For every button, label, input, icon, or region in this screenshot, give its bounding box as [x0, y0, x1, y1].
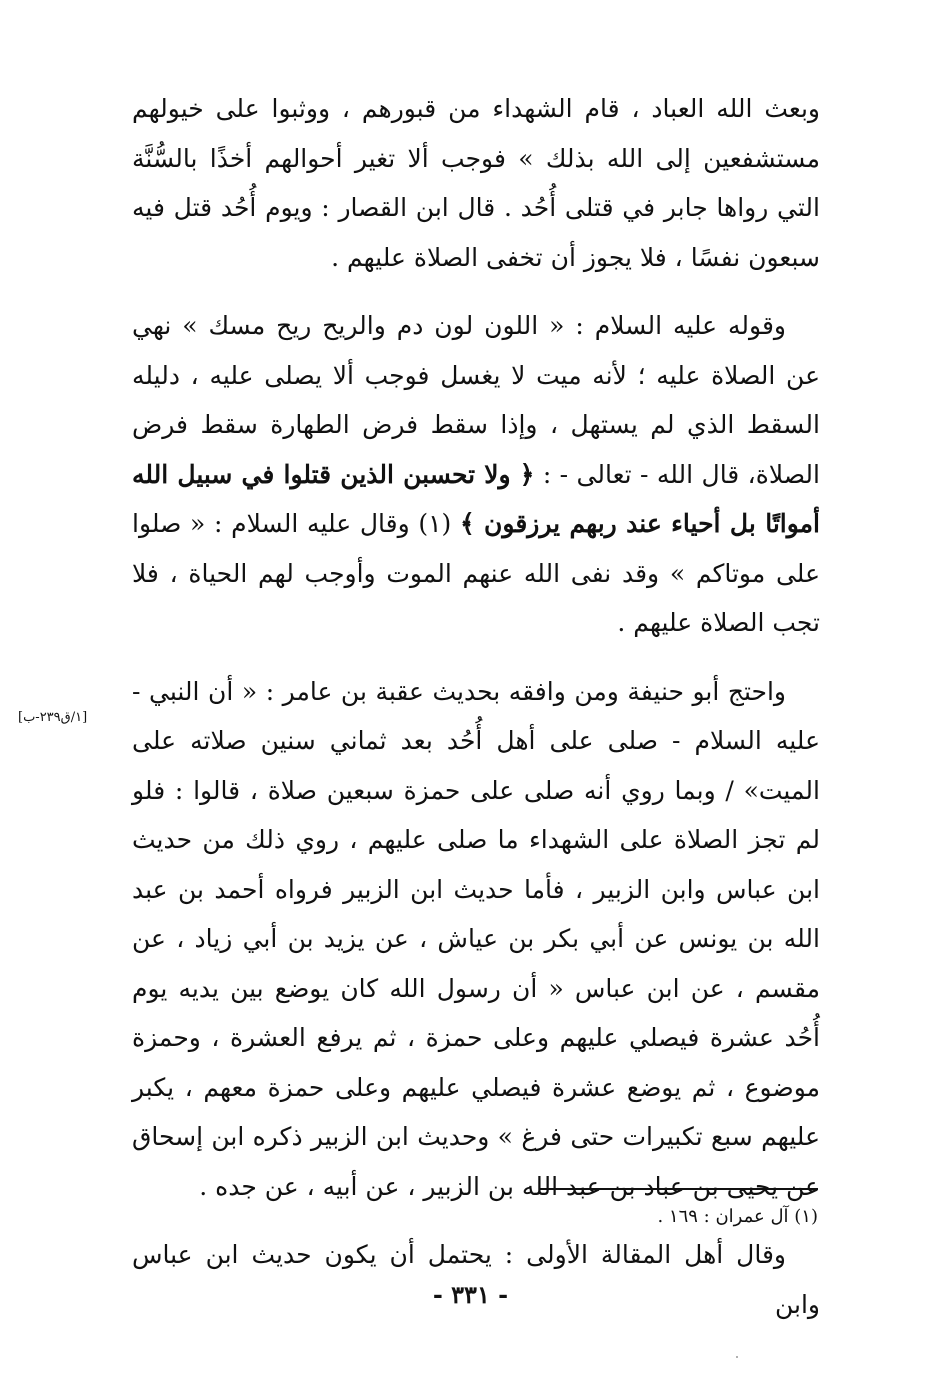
scan-speck: [736, 1356, 738, 1358]
manuscript-folio-note: [١/ق٢٣٩-ب]: [18, 710, 88, 725]
text-segment: وقوله عليه السلام : « اللون لون دم والريح ريح مسك » نهي عن الصلاة عليه ؛ لأنه ميت لا يغسل فوجب ألا يصلى عليه ، دليله السقط الذي لم يستهل ، وإذا سقط فرض الطهارة سقط فرض الصلاة، قال الله - تعالى - :: [132, 311, 820, 489]
page-number: - ٣٣١ -: [432, 1280, 509, 1309]
footnote: (١) آل عمران : ١٦٩ .: [657, 1206, 818, 1227]
text-segment: (١) وقال عليه السلام : « صلوا على موتاكم » وقد نفى الله عنهم الموت وأوجب لهم الحياة ، فلا تجب الصلاة عليهم .: [132, 509, 820, 637]
text-segment: وقال أهل المقالة الأولى : يحتمل أن يكون حديث ابن عباس وابن: [132, 1240, 820, 1319]
paragraph-2: [132, 301, 820, 648]
text-segment: واحتج أبو حنيفة ومن وافقه بحديث عقبة بن عامر : « أن النبي - عليه السلام - صلى على أهل أُحُد بعد ثماني سنين صلاته على الميت» / وبما روي أنه صلى على حمزة سبعين صلاة ، قالوا : فلو لم تجز الصلاة على الشهداء ما صلى عليهم ، روي ذلك من حديث ابن عباس وابن الزبير ، فأما حديث ابن الزبير فرواه أحمد بن عبد الله بن يونس عن أبي بكر بن عياش ، عن يزيد بن أبي زياد ، عن مقسم ، عن ابن عباس « أن رسول الله كان يوضع بين يديه يوم أُحُد عشرة فيصلي عليهم وعلى حمزة ، ثم يرفع العشرة ، وحمزة موضوع ، ثم يوضع عشرة فيصلي عليهم وعلى حمزة معهم ، يكبر عليهم سبع تكبيرات حتى فرغ » وحديث ابن الزبير ذكره ابن إسحاق عن يحيى بن عباد بن عبد الله بن الزبير ، عن أبيه ، عن جده .: [132, 676, 820, 1201]
paragraph-1: [132, 84, 820, 282]
text-segment: وبعث الله العباد ، قام الشهداء من قبورهم ، ووثبوا على خيولهم مستشفعين إلى الله بذلك » فوجب ألا تغير أحوالهم أخذًا بالسُّنَّة التي رواها جابر في قتلى أُحُد . قال ابن القصار : ويوم أُحُد قتل فيه سبعون نفسًا ، فلا يجوز أن تخفى الصلاة عليهم .: [132, 94, 820, 272]
footnote-divider: [540, 1188, 818, 1190]
main-text: [132, 84, 820, 1348]
paragraph-3: [132, 667, 820, 1212]
quran-verse: ﴿ ولا تحسبن الذين قتلوا في سبيل الله أمواتًا بل أحياء عند ربهم يرزقون ﴾: [132, 459, 821, 538]
